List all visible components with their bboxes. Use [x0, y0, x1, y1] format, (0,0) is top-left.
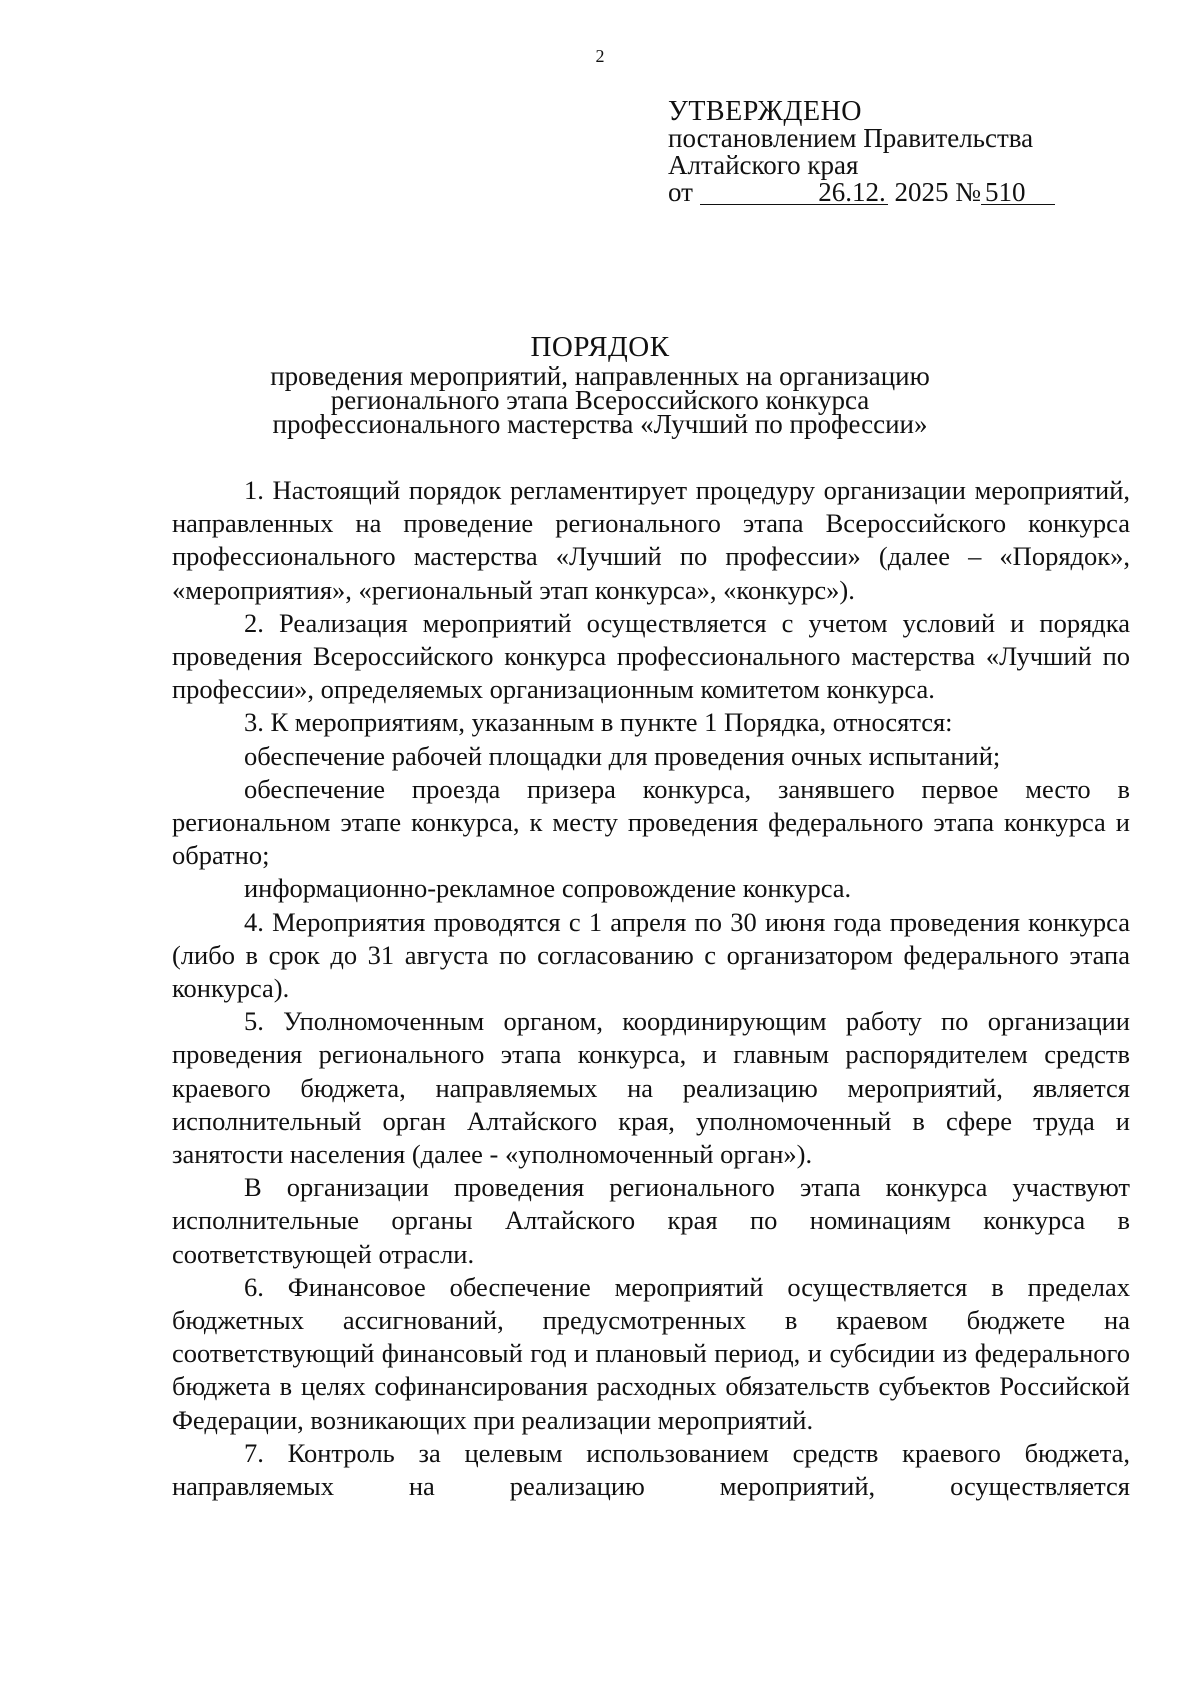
paragraph-3-item-1: обеспечение рабочей площадки для проведения очных испытаний; — [244, 740, 1001, 771]
approval-year-number-label: 2025 № — [894, 177, 981, 207]
document-title: ПОРЯДОК — [530, 331, 670, 363]
paragraph-5-continued: В организации проведения регионального этапа конкурса участвуют исполнительные органы Алтайского края по номинациям конкурса в соответствующей отрасли. — [172, 1172, 1130, 1269]
approval-block — [668, 98, 1055, 206]
approval-date-prefix: от — [668, 177, 693, 207]
approval-date: 26.12. — [700, 180, 888, 205]
paragraph-3: 3. К мероприятиям, указанным в пункте 1 Порядка, относятся: — [244, 707, 953, 738]
paragraph-5: 5. Уполномоченным органом, координирующим работу по организации проведения регионального этапа конкурса, и главным распорядителем средств краевого бюджета, направляемых на реализацию мероприятий, является исполнительный орган Алтайского края, уполномоченный в сфере труда и занятости населения (далее - «уполномоченный орган»). — [172, 1006, 1130, 1170]
document-subtitle-line-2: регионального этапа Всероссийского конкурса — [330, 385, 870, 415]
paragraph-7: 7. Контроль за целевым использованием средств краевого бюджета, направляемых на реализацию мероприятий, осуществляется — [172, 1437, 1130, 1502]
approval-line-2: Алтайского края — [668, 150, 859, 180]
approval-number: 510 — [981, 180, 1055, 205]
document-subtitle-line-1: проведения мероприятий, направленных на организацию — [270, 361, 930, 391]
paragraph-6: 6. Финансовое обеспечение мероприятий осуществляется в пределах бюджетных ассигнований, предусмотренных в краевом бюджете на соответствующий финансовый год и плановый период, и субсидии из федерального бюджета в целях софинансирования расходных обязательств субъектов Российской Федерации, возникающих при реализации мероприятий. — [172, 1271, 1130, 1435]
paragraph-3-item-2: обеспечение проезда призера конкурса, занявшего первое место в региональном этапе конкурса, к месту проведения федерального этапа конкурса и обратно; — [172, 773, 1130, 871]
document-subtitle-line-3: профессионального мастерства «Лучший по профессии» — [272, 409, 928, 439]
paragraph-1: 1. Настоящий порядок регламентирует процедуру организации мероприятий, направленных на проведение регионального этапа Всероссийского конкурса профессионального мастерства «Лучший по профессии» (далее – «Порядок», «мероприятия», «региональный этап конкурса», «конкурс»). — [172, 475, 1130, 605]
document-body — [172, 474, 1130, 1503]
document-title-block — [0, 330, 1200, 439]
paragraph-4: 4. Мероприятия проводятся с 1 апреля по 30 июня года проведения конкурса (либо в срок до 31 августа по согласованию с организатором федерального этапа конкурса). — [172, 906, 1130, 1004]
approval-stamp: УТВЕРЖДЕНО — [668, 96, 863, 127]
approval-line-1: постановлением Правительства — [668, 123, 1034, 153]
page-number: 2 — [595, 46, 605, 66]
paragraph-3-item-3: информационно-рекламное сопровождение конкурса. — [244, 873, 852, 904]
paragraph-2: 2. Реализация мероприятий осуществляется с учетом условий и порядка проведения Всероссийского конкурса профессионального мастерства «Лучший по профессии», определяемых организационным комитетом конкурса. — [172, 607, 1130, 705]
approval-date-line — [668, 179, 1055, 206]
